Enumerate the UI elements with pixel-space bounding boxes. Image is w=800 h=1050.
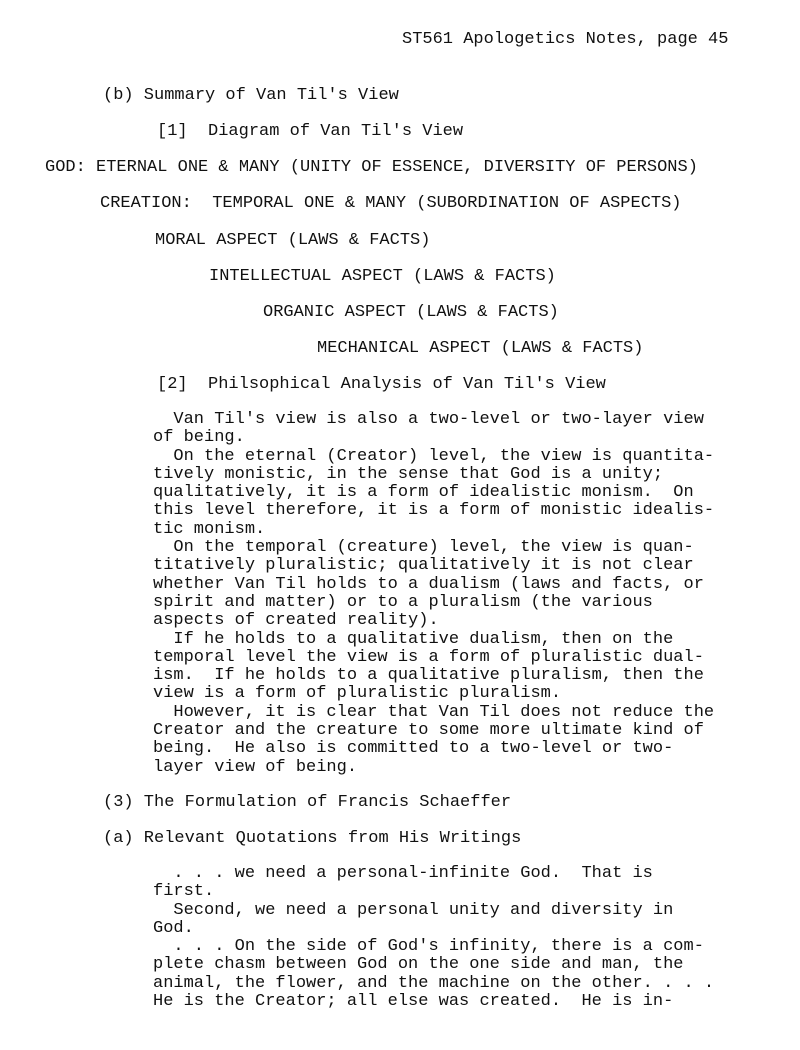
- heading-schaeffer: (3) The Formulation of Francis Schaeffer: [103, 793, 512, 812]
- running-header: ST561 Apologetics Notes, page 45: [402, 30, 729, 49]
- heading-diagram: [1] Diagram of Van Til's View: [157, 122, 464, 141]
- diagram-intellectual-aspect: INTELLECTUAL ASPECT (LAWS & FACTS): [209, 267, 556, 286]
- heading-analysis: [2] Philsophical Analysis of Van Til's View: [157, 375, 606, 394]
- diagram-moral-aspect: MORAL ASPECT (LAWS & FACTS): [155, 231, 431, 250]
- diagram-mechanical-aspect: MECHANICAL ASPECT (LAWS & FACTS): [317, 339, 644, 358]
- diagram-creation-line: CREATION: TEMPORAL ONE & MANY (SUBORDINATION OF ASPECTS): [100, 194, 682, 213]
- diagram-organic-aspect: ORGANIC ASPECT (LAWS & FACTS): [263, 303, 559, 322]
- analysis-paragraphs: Van Til's view is also a two-level or two-layer view of being. On the eternal (Creator) level, the view is quantita- tively monistic, in the sense that God is a unity; qualitatively, it is a form of idealistic monism. On this level therefore, it is a form of monistic idealis- tic monism. On the temporal (creature) level, the view is quan- titatively pluralistic; qualitatively it is not clear whether Van Til holds to a dualism (laws and facts, or spirit and matter) or to a pluralism (the various aspects of created reality). If he holds to a qualitative dualism, then on the temporal level the view is a form of pluralistic dual- ism. If he holds to a qualitative pluralism, then the view is a form of pluralistic pluralism. However, it is clear that Van Til does not reduce the Creator and the creature to some more ultimate kind of being. He also is committed to a two-level or two- layer view of being.: [153, 410, 715, 777]
- diagram-god-line: GOD: ETERNAL ONE & MANY (UNITY OF ESSENCE, DIVERSITY OF PERSONS): [45, 158, 698, 177]
- quotation-paragraphs: . . . we need a personal-infinite God. That is first. Second, we need a personal unity and diversity in God. . . . On the side of God's infinity, there is a com- plete chasm between God on the one side and man, the animal, the flower, and the machine on the other. . . . He is the Creator; all else was created. He is in-: [153, 864, 715, 1012]
- heading-b-summary: (b) Summary of Van Til's View: [103, 86, 399, 105]
- heading-quotations: (a) Relevant Quotations from His Writings: [103, 829, 522, 848]
